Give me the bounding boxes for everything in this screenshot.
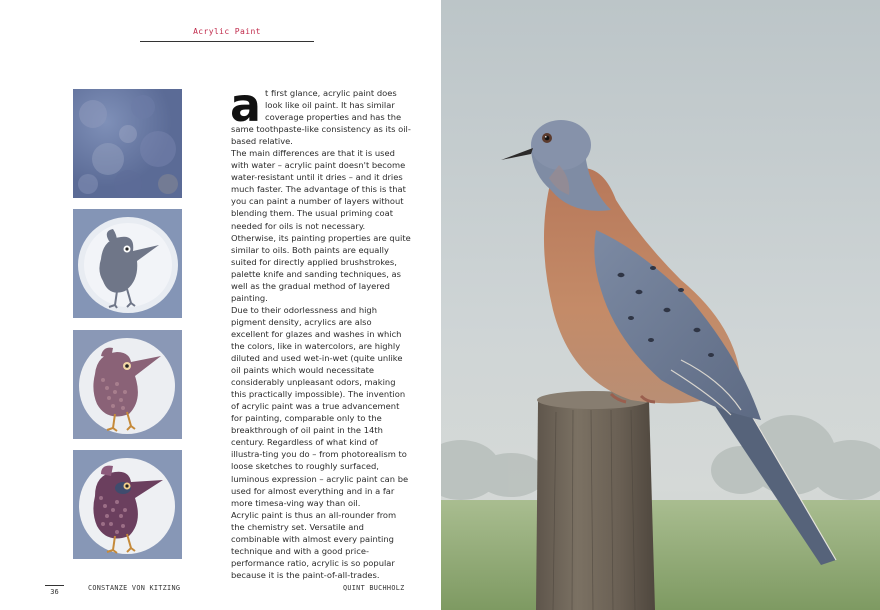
dropcap: a (230, 78, 262, 132)
paragraph-3: Due to their odorlessness and high pigment density, acrylics are also excellent for glazes and washes in which the colors, like in watercolors, are highly diluted and used wet-in-wet (quite unlike oil paints which would necessitate considerably unpleasant odors, making this practically impossible). The invention of acrylic paint was a true advancement for painting, comparable only to the breakthrough of oil paint in the 14th century. Regardless of what kind of illustra-ting you do – from photorealism to loose sketches to roughly surfaced, luminous expression – acrylic paint can be used for almost everything and in a far more timesa-ving way than oil. (231, 304, 409, 508)
paragraph-1-text: t first glance, acrylic paint does look like oil paint. It has similar coverage properties and has the same toothpaste-like consistency as its oil-based relative. (231, 88, 411, 147)
paragraph-4: Acrylic paint is thus an all-rounder from the chemistry set. Versatile and combinable with almost every painting technique and with a good price-performance ratio, acrylic is so popular because it is the paint-of-all-trades. (231, 509, 397, 580)
purple-bird-sketch (73, 450, 182, 559)
paragraph-1 (230, 78, 411, 147)
folio-rule (45, 585, 64, 586)
page-number: 36 (50, 588, 59, 596)
footer-author: CONSTANZE VON KITZING (88, 584, 181, 592)
mauve-bird-sketch (73, 330, 182, 439)
paragraph-2: The main differences are that it is used with water – acrylic paint doesn't become water-resistant until it dries – and it dries much faster. The advantage of this is that you can paint a number of layers without blending them. The usual priming coat needed for oils is not necessary. Otherwise, its painting properties are quite similar to oils. Both paints are equally suited for directly applied brushstrokes, palette knife and sanding techniques, as well as the gradual method of layered painting. (231, 148, 411, 303)
footer-publisher: QUINT BUCHHOLZ (343, 584, 405, 592)
pigeon-painting (441, 0, 880, 610)
gray-bird-sketch (73, 209, 182, 318)
blue-texture-swatch (73, 89, 182, 198)
section-title: Acrylic Paint (193, 27, 261, 36)
article-body (230, 78, 411, 581)
header-rule (140, 41, 314, 42)
